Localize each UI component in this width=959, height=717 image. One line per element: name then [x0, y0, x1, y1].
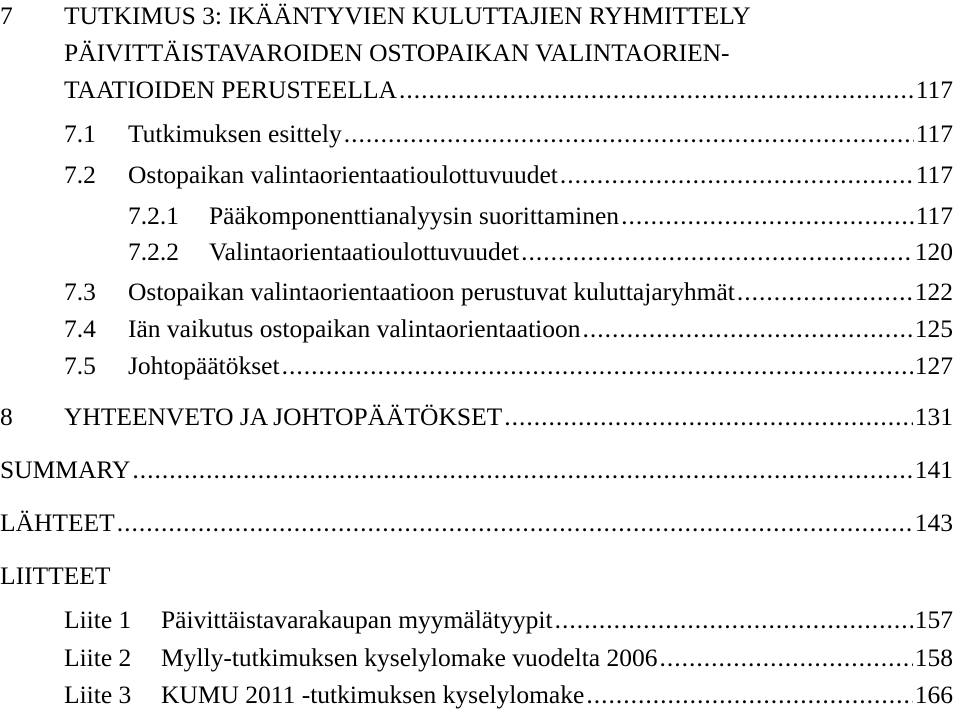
dot-leader: [583, 309, 913, 349]
entry-title-line-1: TUTKIMUS 3: IKÄÄNTYVIEN KULUTTAJIEN RYHMITTELY: [64, 1, 751, 30]
dot-leader: [504, 397, 913, 437]
entry-title: Pääkomponenttianalyysin suorittaminen: [209, 201, 620, 230]
entry-number: 7.2.1: [128, 201, 179, 230]
entry-title-line-3: TAATIOIDEN PERUSTEELLA: [64, 75, 397, 104]
dot-leader: [586, 675, 912, 715]
page-number: 117: [915, 75, 953, 104]
toc-entry-liite-2[interactable]: [0, 638, 959, 678]
entry-number: 7.2.2: [128, 237, 179, 266]
entry-title: Ostopaikan valintaorientaatioon perustuvat kuluttajaryhmät: [128, 277, 735, 306]
entry-number: 7.4: [64, 314, 96, 343]
page-number: 141: [914, 455, 953, 484]
dot-leader: [621, 196, 914, 236]
toc-entry-7-2-2[interactable]: [0, 232, 959, 272]
toc-entry-summary[interactable]: [0, 450, 959, 490]
page-number: 117: [915, 201, 953, 230]
toc-entry-7-2[interactable]: [0, 155, 959, 195]
dot-leader: [737, 272, 913, 312]
entry-number: 7: [0, 1, 13, 30]
entry-title: Johtopäätökset: [128, 351, 280, 380]
entry-number: Liite 2: [64, 643, 132, 672]
toc-entry-liite-1[interactable]: [0, 600, 959, 640]
toc-entry-7-2-1[interactable]: [0, 196, 959, 236]
entry-title: Iän vaikutus ostopaikan valintaorientaatioon: [128, 314, 581, 343]
entry-title: LÄHTEET: [0, 508, 115, 537]
page-number: 122: [914, 277, 953, 306]
section-heading: LIITTEET: [0, 561, 111, 590]
toc-entry-7-5[interactable]: [0, 346, 959, 386]
entry-title: YHTEENVETO JA JOHTOPÄÄTÖKSET: [64, 402, 503, 431]
page-number: 158: [914, 643, 953, 672]
toc-entry-7-4[interactable]: [0, 309, 959, 349]
page-number: 117: [915, 160, 953, 189]
entry-title: KUMU 2011 -tutkimuksen kyselylomake: [161, 680, 585, 709]
entry-number: 7.5: [64, 351, 96, 380]
entry-number: 7.1: [64, 119, 96, 148]
toc-entry-7-3[interactable]: [0, 272, 959, 312]
entry-number: Liite 1: [64, 605, 132, 634]
toc-entry-liite-3[interactable]: [0, 675, 959, 715]
dot-leader: [521, 232, 913, 272]
entry-number: Liite 3: [64, 680, 132, 709]
dot-leader: [344, 114, 914, 154]
toc-entry-chapter-8[interactable]: [0, 397, 959, 437]
page-number: 166: [914, 680, 953, 709]
entry-title: SUMMARY: [0, 455, 131, 484]
dot-leader: [560, 155, 914, 195]
page-number: 157: [914, 605, 953, 634]
entry-number: 7.3: [64, 277, 96, 306]
page-number: 125: [914, 314, 953, 343]
toc-entry-chapter-7-continued: [0, 33, 959, 73]
toc-entry-7-1[interactable]: [0, 114, 959, 154]
toc-heading-liitteet: [0, 556, 959, 596]
entry-title: Ostopaikan valintaorientaatioulottuvuudet: [128, 160, 558, 189]
dot-leader: [282, 346, 913, 386]
entry-title: Mylly-tutkimuksen kyselylomake vuodelta 2006: [161, 643, 658, 672]
dot-leader: [659, 638, 912, 678]
entry-title-line-2: PÄIVITTÄISTAVAROIDEN OSTOPAIKAN VALINTAORIEN-: [64, 38, 730, 67]
entry-title: Valintaorientaatioulottuvuudet: [209, 237, 520, 266]
entry-title: Päivittäistavarakaupan myymälätyypit: [161, 605, 553, 634]
page-number: 131: [914, 402, 953, 431]
entry-title: Tutkimuksen esittely: [128, 119, 342, 148]
dot-leader: [555, 600, 913, 640]
toc-entry-lahteet[interactable]: [0, 503, 959, 543]
toc-entry-chapter-7-last-line[interactable]: [0, 70, 959, 110]
page-number: 143: [914, 508, 953, 537]
entry-number: 7.2: [64, 160, 96, 189]
page-number: 120: [914, 237, 953, 266]
entry-number: 8: [0, 402, 13, 431]
dot-leader: [117, 503, 913, 543]
dot-leader: [132, 450, 912, 490]
dot-leader: [399, 70, 914, 110]
toc-entry-chapter-7[interactable]: [0, 0, 959, 36]
page-number: 127: [914, 351, 953, 380]
page-number: 117: [915, 119, 953, 148]
